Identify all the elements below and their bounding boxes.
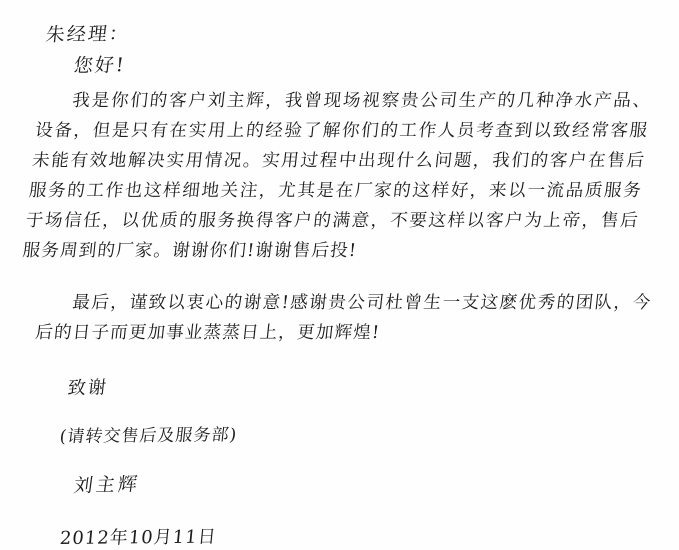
body-paragraph-2: 最后，谨致以衷心的谢意!感谢贵公司杜曾生一支这麽优秀的团队，今后的日子而更加事业蒸蒸日上，更加辉煌! <box>34 293 653 343</box>
date-row <box>40 498 653 550</box>
body-paragraph-1: 我是你们的客户刘主辉，我曾现场视察贵公司生产的几种净水产品、设备，但是只有在实用上的经验了解你们的工作人员考查到以致经常客服未能有效地解决实用情况。实用过程中出现什么问题，我们的客户在售后服务的工作也这样细地关注，尤其是在厂家的这样好，来以一流品质服务于场信任，以优质的服务换得客户的满意，不要这样以客户为上帝，售后服务周到的厂家。谢谢你们!谢谢售后投! <box>21 91 653 261</box>
note-row <box>40 400 653 447</box>
date: 2012年10月11日 <box>58 526 218 549</box>
closing: 致谢 <box>66 377 110 399</box>
salutation: 朱经理： <box>44 22 132 46</box>
closing-row <box>40 348 653 400</box>
salutation-row <box>40 14 653 49</box>
signature-row <box>40 447 653 498</box>
greeting-row <box>40 49 653 84</box>
greeting: 您好! <box>72 54 127 77</box>
signature: 刘主辉 <box>72 473 142 497</box>
routing-note: (请转交售后及服务部) <box>58 425 239 447</box>
